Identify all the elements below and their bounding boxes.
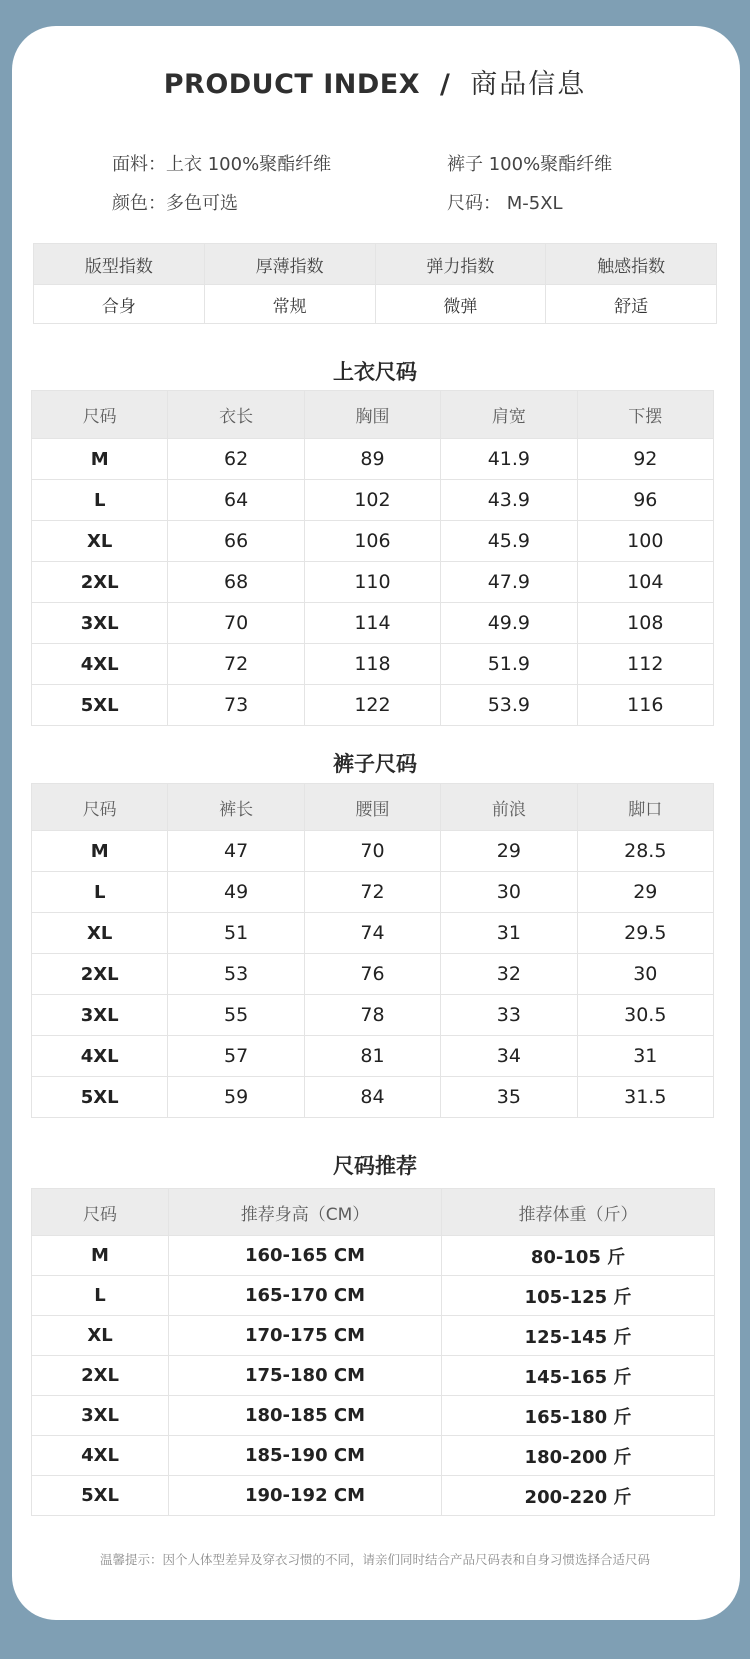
header-cell: 尺码: [32, 391, 168, 439]
table-cell: 33: [441, 995, 577, 1036]
table-cell: 76: [304, 954, 440, 995]
table-cell: 43.9: [441, 480, 577, 521]
table-cell: 73: [168, 685, 304, 726]
table-cell: 30: [441, 872, 577, 913]
size-recommend-title: 尺码推荐: [333, 1154, 417, 1178]
table-cell: 64: [168, 480, 304, 521]
table-cell: 116: [577, 685, 713, 726]
table-cell: 125-145 斤: [442, 1316, 715, 1356]
table-row: [32, 685, 714, 726]
table-cell: 114: [304, 603, 440, 644]
table-cell: 122: [304, 685, 440, 726]
table-row: [32, 1036, 714, 1077]
table-cell: 92: [577, 439, 713, 480]
table-cell: 165-170 CM: [169, 1276, 442, 1316]
table-cell: 31: [577, 1036, 713, 1077]
table-cell: 28.5: [577, 831, 713, 872]
table-cell: 89: [304, 439, 440, 480]
table-cell: 180-200 斤: [442, 1436, 715, 1476]
table-cell: 29: [577, 872, 713, 913]
size-cell: L: [32, 1276, 169, 1316]
size-cell: XL: [32, 521, 168, 562]
table-cell: 49: [168, 872, 304, 913]
size-cell: 5XL: [32, 1077, 168, 1118]
table-cell: 74: [304, 913, 440, 954]
header-cell: 推荐身高（CM）: [169, 1189, 442, 1236]
pants-size-table: [31, 783, 714, 1118]
table-cell: 30: [577, 954, 713, 995]
title-en: PRODUCT INDEX: [163, 69, 421, 100]
table-row: [32, 603, 714, 644]
size-cell: XL: [32, 1316, 169, 1356]
top-size-title: 上衣尺码: [333, 360, 417, 384]
table-cell: 112: [577, 644, 713, 685]
header-cell: 裤长: [168, 784, 304, 831]
index-value-cell: 常规: [204, 285, 375, 324]
table-cell: 81: [304, 1036, 440, 1077]
size-cell: 5XL: [32, 1476, 169, 1516]
index-value-cell: 合身: [34, 285, 205, 324]
table-cell: 96: [577, 480, 713, 521]
size-cell: 5XL: [32, 685, 168, 726]
table-cell: 62: [168, 439, 304, 480]
size-cell: L: [32, 872, 168, 913]
header-cell: 胸围: [304, 391, 440, 439]
product-index-table: [33, 243, 717, 324]
index-value-cell: 舒适: [546, 285, 717, 324]
title-separator: /: [439, 69, 451, 100]
header-cell: 腰围: [304, 784, 440, 831]
table-cell: 70: [304, 831, 440, 872]
table-cell: 80-105 斤: [442, 1236, 715, 1276]
header-cell: 推荐体重（斤）: [442, 1189, 715, 1236]
table-cell: 160-165 CM: [169, 1236, 442, 1276]
size-cell: 3XL: [32, 995, 168, 1036]
size-cell: 2XL: [32, 562, 168, 603]
top-size-table: [31, 390, 714, 726]
pants-size-title: 裤子尺码: [333, 752, 417, 776]
table-header-row: [32, 1189, 715, 1236]
table-cell: 30.5: [577, 995, 713, 1036]
title-cn: 商品信息: [470, 69, 587, 100]
table-row: [32, 1436, 715, 1476]
table-cell: 29.5: [577, 913, 713, 954]
index-header-cell: 弹力指数: [375, 244, 546, 285]
table-row: [32, 954, 714, 995]
table-cell: 190-192 CM: [169, 1476, 442, 1516]
table-cell: 72: [304, 872, 440, 913]
table-row: [32, 1356, 715, 1396]
table-row: [32, 1276, 715, 1316]
table-cell: 51.9: [441, 644, 577, 685]
table-cell: 35: [441, 1077, 577, 1118]
table-row: [32, 1476, 715, 1516]
table-cell: 32: [441, 954, 577, 995]
table-cell: 105-125 斤: [442, 1276, 715, 1316]
size-tip-note: 温馨提示：因个人体型差异及穿衣习惯的不同，请亲们同时结合产品尺码表和自身习惯选择合适尺码: [99, 1552, 650, 1567]
table-row: [32, 644, 714, 685]
table-row: [32, 562, 714, 603]
table-row: [32, 1316, 715, 1356]
table-cell: 102: [304, 480, 440, 521]
table-row: [32, 831, 714, 872]
index-header-cell: 版型指数: [34, 244, 205, 285]
size-cell: 2XL: [32, 954, 168, 995]
page-title: [0, 62, 750, 101]
table-cell: 41.9: [441, 439, 577, 480]
table-cell: 118: [304, 644, 440, 685]
header-cell: 衣长: [168, 391, 304, 439]
size-range-info: 尺码： M-5XL: [447, 193, 563, 214]
size-cell: 2XL: [32, 1356, 169, 1396]
table-row: [32, 913, 714, 954]
table-row: [32, 872, 714, 913]
color-info: 颜色：多色可选: [112, 193, 238, 214]
table-cell: 47.9: [441, 562, 577, 603]
table-cell: 78: [304, 995, 440, 1036]
table-cell: 110: [304, 562, 440, 603]
table-cell: 49.9: [441, 603, 577, 644]
table-cell: 59: [168, 1077, 304, 1118]
size-recommend-table: [31, 1188, 715, 1516]
table-cell: 55: [168, 995, 304, 1036]
header-cell: 下摆: [577, 391, 713, 439]
table-cell: 180-185 CM: [169, 1396, 442, 1436]
table-cell: 34: [441, 1036, 577, 1077]
table-cell: 100: [577, 521, 713, 562]
table-cell: 84: [304, 1077, 440, 1118]
table-cell: 47: [168, 831, 304, 872]
table-cell: 165-180 斤: [442, 1396, 715, 1436]
size-cell: 4XL: [32, 1036, 168, 1077]
header-cell: 尺码: [32, 784, 168, 831]
table-cell: 145-165 斤: [442, 1356, 715, 1396]
index-header-row: [34, 244, 717, 285]
size-cell: M: [32, 1236, 169, 1276]
size-cell: 4XL: [32, 1436, 169, 1476]
header-cell: 脚口: [577, 784, 713, 831]
table-cell: 45.9: [441, 521, 577, 562]
table-header-row: [32, 784, 714, 831]
table-cell: 31.5: [577, 1077, 713, 1118]
table-cell: 68: [168, 562, 304, 603]
table-row: [32, 1236, 715, 1276]
table-cell: 53: [168, 954, 304, 995]
table-cell: 51: [168, 913, 304, 954]
table-cell: 108: [577, 603, 713, 644]
table-cell: 170-175 CM: [169, 1316, 442, 1356]
index-value-row: [34, 285, 717, 324]
index-header-cell: 触感指数: [546, 244, 717, 285]
header-cell: 前浪: [441, 784, 577, 831]
fabric-top-info: 面料：上衣 100%聚酯纤维: [112, 154, 332, 175]
size-cell: 3XL: [32, 603, 168, 644]
table-cell: 53.9: [441, 685, 577, 726]
table-row: [32, 995, 714, 1036]
table-cell: 185-190 CM: [169, 1436, 442, 1476]
table-header-row: [32, 391, 714, 439]
size-cell: 3XL: [32, 1396, 169, 1436]
table-cell: 66: [168, 521, 304, 562]
size-cell: M: [32, 439, 168, 480]
table-cell: 31: [441, 913, 577, 954]
header-cell: 肩宽: [441, 391, 577, 439]
table-cell: 70: [168, 603, 304, 644]
size-cell: XL: [32, 913, 168, 954]
table-cell: 106: [304, 521, 440, 562]
index-header-cell: 厚薄指数: [204, 244, 375, 285]
table-cell: 200-220 斤: [442, 1476, 715, 1516]
table-row: [32, 1396, 715, 1436]
size-cell: L: [32, 480, 168, 521]
table-cell: 175-180 CM: [169, 1356, 442, 1396]
table-row: [32, 439, 714, 480]
table-cell: 72: [168, 644, 304, 685]
size-cell: 4XL: [32, 644, 168, 685]
header-cell: 尺码: [32, 1189, 169, 1236]
table-cell: 104: [577, 562, 713, 603]
table-row: [32, 480, 714, 521]
fabric-pants-info: 裤子 100%聚酯纤维: [447, 154, 613, 175]
table-cell: 29: [441, 831, 577, 872]
size-cell: M: [32, 831, 168, 872]
table-row: [32, 1077, 714, 1118]
table-cell: 57: [168, 1036, 304, 1077]
table-row: [32, 521, 714, 562]
index-value-cell: 微弹: [375, 285, 546, 324]
